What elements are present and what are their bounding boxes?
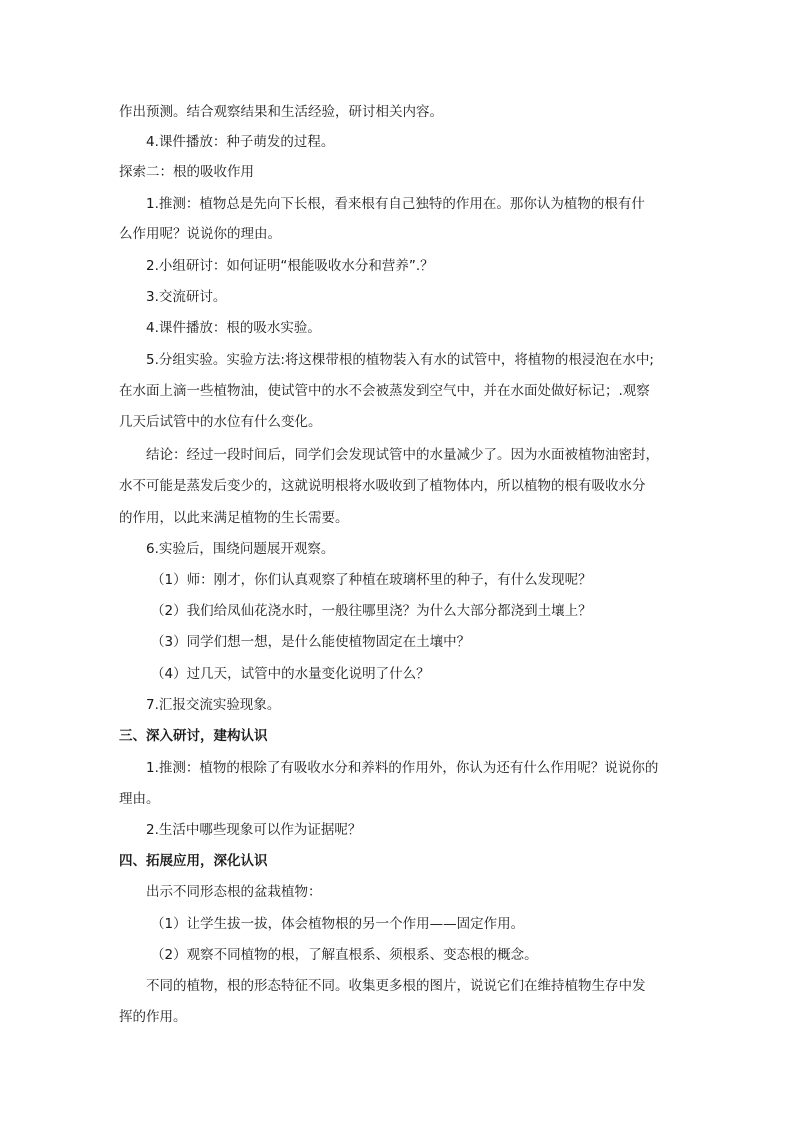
question-item: （2）我们给凤仙花浇水时，一般往哪里浇？为什么大部分都浇到土壤上？ — [151, 603, 592, 619]
list-item: （1）让学生拔一拔，体会植物根的另一个作用——固定作用。 — [151, 916, 525, 932]
list-item: 6.实验后，围绕问题展开观察。 — [146, 541, 335, 557]
paragraph-line: 的作用，以此来满足植物的生长需要。 — [119, 510, 349, 526]
list-item: （2）观察不同植物的根，了解直根系、须根系、变态根的概念。 — [151, 947, 538, 963]
paragraph-line: 几天后试管中的水位有什么变化。 — [119, 414, 322, 430]
section-heading: 探索二：根的吸收作用 — [119, 164, 254, 180]
question-item: （1）师：刚才，你们认真观察了种植在玻璃杯里的种子，有什么发现呢？ — [151, 572, 592, 588]
list-item: 2.小组研讨：如何证明“根能吸收水分和营养”.？ — [146, 258, 434, 274]
paragraph-line: 水不可能是蒸发后变少的，这就说明根将水吸收到了植物体内，所以植物的根有吸收水分 — [119, 478, 646, 494]
list-item: 4.课件播放：种子萌发的过程。 — [146, 134, 335, 150]
paragraph-line: 不同的植物，根的形态特征不同。收集更多根的图片，说说它们在维持植物生存中发 — [146, 978, 646, 994]
list-item: 3.交流研讨。 — [146, 289, 227, 305]
paragraph-line: 理由。 — [119, 791, 160, 807]
question-item: （4）过几天，试管中的水量变化说明了什么？ — [151, 666, 430, 682]
section-heading: 四、拓展应用，深化认识 — [119, 853, 268, 869]
section-heading: 三、深入研讨，建构认识 — [119, 728, 268, 744]
question-item: （3）同学们想一想，是什么能使植物固定在土壤中？ — [151, 634, 471, 650]
list-item: 1.推测：植物总是先向下长根，看来根有自己独特的作用在。那你认为植物的根有什 — [146, 196, 645, 212]
list-item: 1.推测：植物的根除了有吸收水分和养料的作用外，你认为还有什么作用呢？说说你的 — [146, 760, 659, 776]
paragraph-line: 作出预测。结合观察结果和生活经验，研讨相关内容。 — [119, 104, 443, 120]
paragraph-line: 出示不同形态根的盆栽植物： — [146, 884, 322, 900]
list-item: 2.生活中哪些现象可以作为证据呢？ — [146, 822, 362, 838]
paragraph-line: 么作用呢？说说你的理由。 — [119, 226, 281, 242]
list-item: 5.分组实验。实验方法:将这棵带根的植物装入有水的试管中，将植物的根浸泡在水中; — [146, 352, 654, 368]
list-item: 4.课件播放：根的吸水实验。 — [146, 320, 321, 336]
list-item: 7.汇报交流实验现象。 — [146, 697, 281, 713]
paragraph-line: 挥的作用。 — [119, 1009, 187, 1025]
conclusion-line: 结论：经过一段时间后，同学们会发现试管中的水量减少了。因为水面被植物油密封， — [146, 447, 659, 463]
paragraph-line: 在水面上滴一些植物油，使试管中的水不会被蒸发到空气中，并在水面处做好标记；.观察 — [119, 383, 650, 399]
